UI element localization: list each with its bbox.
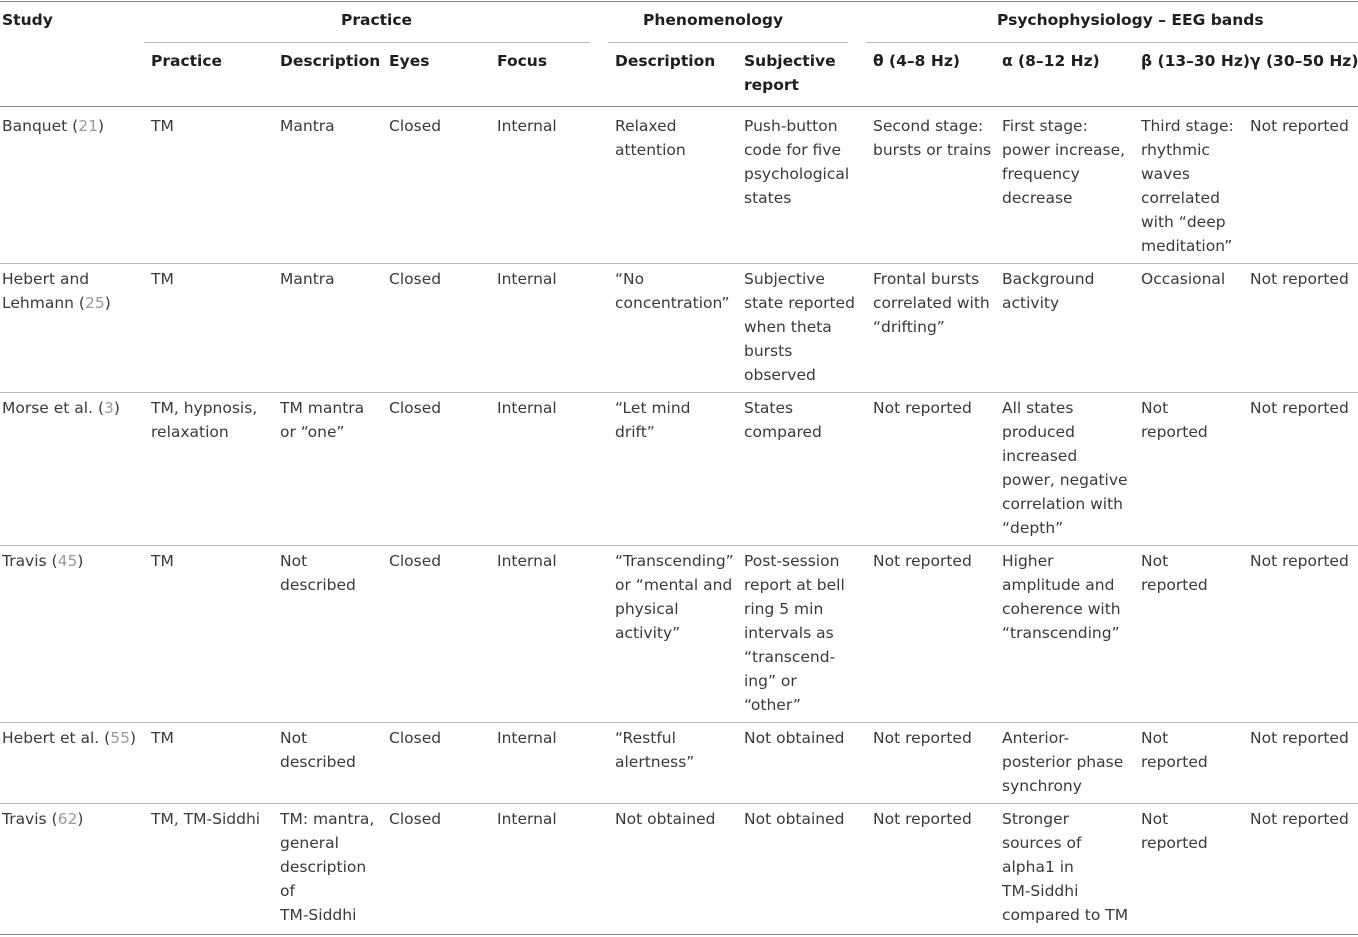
row-divider	[0, 803, 1358, 804]
header-description: Description	[280, 52, 381, 70]
cell-theta: Not reported	[873, 729, 972, 747]
cell-gamma: Not reported	[1250, 270, 1349, 288]
cell-alpha: First stage: power increase, frequency decrease	[1002, 117, 1126, 207]
cell-description: Not described	[280, 552, 356, 594]
group-underline-phenomenology	[608, 42, 848, 43]
cell-theta: Not reported	[873, 399, 972, 417]
cell-practice: TM	[151, 270, 174, 288]
group-underline-psychophysiology	[866, 42, 1358, 43]
header-group-practice: Practice	[341, 11, 413, 29]
cell-eyes: Closed	[389, 117, 442, 135]
row-divider	[0, 722, 1358, 723]
cell-theta: Not reported	[873, 810, 972, 828]
cell-beta: Not reported	[1141, 810, 1208, 852]
cell-description: Mantra	[280, 117, 335, 135]
cell-study: Banquet (21)	[2, 117, 105, 135]
cell-beta: Third stage: rhythmic waves correlated with “deep meditation”	[1141, 117, 1234, 255]
cell-eyes: Closed	[389, 810, 442, 828]
cell-gamma: Not reported	[1250, 552, 1349, 570]
cell-focus: Internal	[497, 810, 557, 828]
cell-focus: Internal	[497, 270, 557, 288]
cell-alpha: Higher amplitude and coherence with “transcending”	[1002, 552, 1121, 642]
cell-eyes: Closed	[389, 552, 442, 570]
row-divider	[0, 545, 1358, 546]
cell-focus: Internal	[497, 117, 557, 135]
cell-eyes: Closed	[389, 270, 442, 288]
header-study: Study	[2, 11, 53, 29]
cell-gamma: Not reported	[1250, 117, 1349, 135]
cell-phen-description: Relaxed attention	[615, 117, 686, 159]
cell-phen-description: “Restful alertness”	[615, 729, 695, 771]
header-group-phenomenology: Phenomenology	[643, 11, 784, 29]
cell-subjective-report: Post-session report at bell ring 5 min intervals as “transcend- ing” or “other”	[744, 552, 845, 714]
cell-eyes: Closed	[389, 399, 442, 417]
cell-focus: Internal	[497, 399, 557, 417]
cell-beta: Not reported	[1141, 729, 1208, 771]
cell-theta: Frontal bursts correlated with “drifting”	[873, 270, 990, 336]
cell-subjective-report: States compared	[744, 399, 822, 441]
cell-practice: TM	[151, 117, 174, 135]
header-gamma: γ (30–50 Hz)	[1250, 52, 1358, 70]
cell-phen-description: Not obtained	[615, 810, 716, 828]
cell-study: Hebert and Lehmann (25)	[2, 270, 111, 312]
cell-alpha: Background activity	[1002, 270, 1095, 312]
cell-description: Mantra	[280, 270, 335, 288]
header-theta: θ (4–8 Hz)	[873, 52, 960, 70]
cell-focus: Internal	[497, 729, 557, 747]
header-group-psychophysiology: Psychophysiology – EEG bands	[997, 11, 1264, 29]
cell-study: Morse et al. (3)	[2, 399, 120, 417]
cell-study: Travis (45)	[2, 552, 84, 570]
header-subjective-report: Subjective report	[744, 52, 836, 94]
row-divider	[0, 263, 1358, 264]
cell-study: Hebert et al. (55)	[2, 729, 136, 747]
cell-description: Not described	[280, 729, 356, 771]
header-focus: Focus	[497, 52, 548, 70]
table-top-border	[0, 1, 1358, 2]
cell-alpha: Stronger sources of alpha1 in TM-Siddhi compared to TM	[1002, 810, 1129, 924]
cell-gamma: Not reported	[1250, 399, 1349, 417]
cell-theta: Not reported	[873, 552, 972, 570]
cell-phen-description: “No concentration”	[615, 270, 730, 312]
group-underline-practice	[144, 42, 590, 43]
header-practice: Practice	[151, 52, 223, 70]
cell-focus: Internal	[497, 552, 557, 570]
cell-gamma: Not reported	[1250, 810, 1349, 828]
cell-subjective-report: Not obtained	[744, 729, 845, 747]
cell-practice: TM	[151, 729, 174, 747]
cell-phen-description: “Transcending” or “mental and physical activity”	[615, 552, 734, 642]
cell-practice: TM, TM-Siddhi	[151, 810, 261, 828]
cell-beta: Not reported	[1141, 552, 1208, 594]
cell-phen-description: “Let mind drift”	[615, 399, 691, 441]
cell-alpha: All states produced increased power, negative correlation with “depth”	[1002, 399, 1128, 537]
cell-description: TM: mantra, general description of TM-Siddhi	[280, 810, 375, 924]
header-phen-description: Description	[615, 52, 716, 70]
cell-subjective-report: Subjective state reported when theta bursts observed	[744, 270, 855, 384]
cell-practice: TM, hypnosis, relaxation	[151, 399, 258, 441]
header-bottom-border	[0, 106, 1358, 107]
cell-study: Travis (62)	[2, 810, 84, 828]
cell-subjective-report: Push-button code for five psychological states	[744, 117, 850, 207]
cell-alpha: Anterior- posterior phase synchrony	[1002, 729, 1124, 795]
cell-beta: Occasional	[1141, 270, 1226, 288]
cell-description: TM mantra or “one”	[280, 399, 365, 441]
cell-beta: Not reported	[1141, 399, 1208, 441]
header-alpha: α (8–12 Hz)	[1002, 52, 1100, 70]
cell-theta: Second stage: bursts or trains	[873, 117, 992, 159]
cell-subjective-report: Not obtained	[744, 810, 845, 828]
cell-practice: TM	[151, 552, 174, 570]
cell-gamma: Not reported	[1250, 729, 1349, 747]
header-eyes: Eyes	[389, 52, 430, 70]
header-beta: β (13–30 Hz)	[1141, 52, 1250, 70]
cell-eyes: Closed	[389, 729, 442, 747]
table-bottom-border	[0, 934, 1358, 935]
row-divider	[0, 392, 1358, 393]
